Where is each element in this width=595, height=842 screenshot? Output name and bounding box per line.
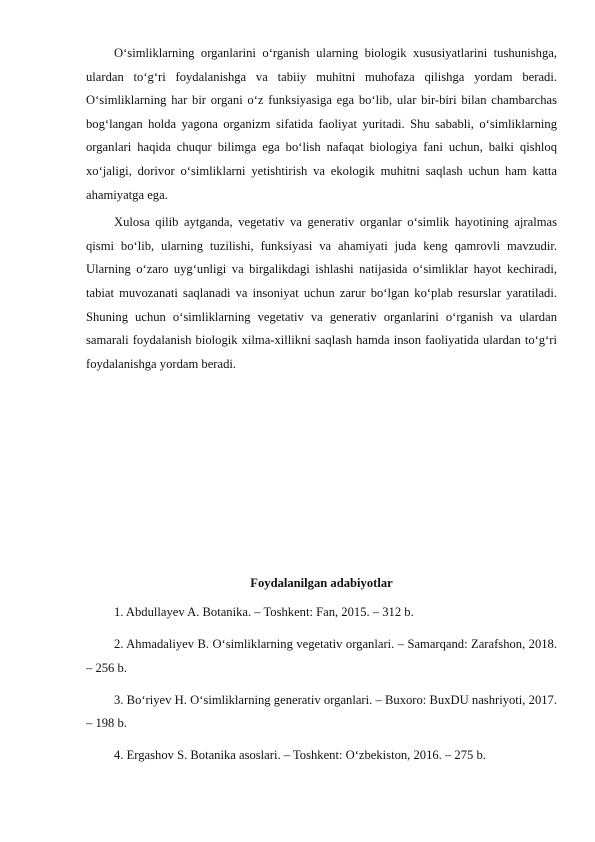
body-paragraph-1: O‘simliklarning organlarini o‘rganish ularning biologik xususiyatlarini tushunishga, ulardan to‘g‘ri foydalanishga va tabiiy muhitni muhofaza qilishga yordam beradi. O‘simliklarning har bir organi o‘z funksiyasiga ega bo‘lib, ular bir-biri bilan chambarchas bog‘langan holda yagona organizm sifatida faoliyat yuritadi. Shu sababli, o‘simliklarning organlari haqida chuqur bilimga ega bo‘lish nafaqat biologiya fani uchun, balki qishloq xo‘jaligi, dorivor o‘simliklarni yetishtirish va ekologik muhitni saqlash uchun ham katta ahamiyatga ega. bbox=[86, 46, 557, 202]
reference-item-3: 3. Bo‘riyev H. O‘simliklarning generativ organlari. – Buxoro: BuxDU nashriyoti, 2017. – 198 b. bbox=[86, 692, 557, 731]
reference-item-4: 4. Ergashov S. Botanika asoslari. – Toshkent: O‘zbekiston, 2016. – 275 b. bbox=[114, 748, 486, 763]
references-list bbox=[86, 601, 557, 768]
references-title: Foydalanilgan adabiyotlar bbox=[250, 576, 393, 590]
document-body bbox=[86, 42, 557, 376]
reference-item-2: 2. Ahmadaliyev B. O‘simliklarning vegetativ organlari. – Samarqand: Zarafshon, 2018. – 256 b. bbox=[86, 637, 557, 675]
reference-item-1: 1. Abdullayev A. Botanika. – Toshkent: Fan, 2015. – 312 b. bbox=[114, 605, 414, 619]
body-paragraph-2: Xulosa qilib aytganda, vegetativ va generativ organlar o‘simlik hayotining ajralmas qismi bo‘lib, ularning tuzilishi, funksiyasi va ahamiyati juda keng qamrovli mavzudir. Ularning o‘zaro uyg‘unligi va birgalikdagi ishlashi natijasida o‘simliklar hayot kechiradi, tabiat muvozanati saqlanadi va insoniyat uchun zarur bo‘lgan ko‘plab resurslar yaratiladi. Shuning uchun o‘simliklarning vegetativ va generativ organlarini o‘rganish va ulardan samarali foydalanish biologik xilma-xillikni saqlash hamda inson faoliyatida ulardan to‘g‘ri foydalanishga yordam beradi. bbox=[86, 215, 557, 371]
